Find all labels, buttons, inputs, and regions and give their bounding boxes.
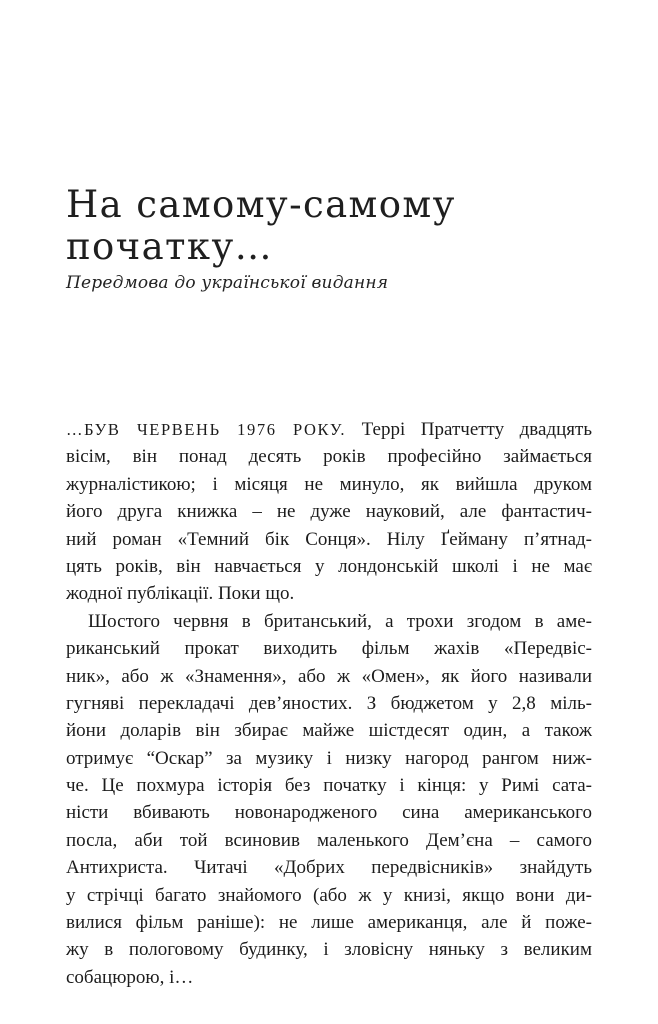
paragraph-line: посла, аби той всиновив маленького Дем’єна – самого xyxy=(66,829,592,851)
paragraph-line: жу в пологовому будинку, і зловісну няньку з великим xyxy=(66,939,592,961)
paragraph-line: отримує “Оскар” за музику і низку нагород рангом ниж- xyxy=(66,747,592,769)
paragraph-line: риканський прокат виходить фільм жахів «Передвіс- xyxy=(66,638,592,660)
paragraph-line: Шостого червня в британський, а трохи згодом в аме- xyxy=(88,610,592,632)
paragraph-line: у стрічці багато знайомого (або ж у книзі, якщо вони ди- xyxy=(66,884,592,906)
paragraph-line: його друга книжка – не дуже науковий, але фантастич- xyxy=(66,501,592,523)
paragraph-line: собацюрою, і… xyxy=(66,966,194,988)
body-text xyxy=(66,416,592,991)
paragraph-line: йони доларів він збирає майже шістдесят один, а також xyxy=(66,720,592,742)
paragraph-line: жодної публікації. Поки що. xyxy=(66,583,295,605)
paragraph-line: че. Це похмура історія без початку і кінця: у Римі сата- xyxy=(66,775,592,797)
paragraph-line: Антихриста. Читачі «Добрих передвісників» знайдуть xyxy=(66,857,592,879)
chapter-title xyxy=(66,184,606,268)
lead-in-text: …БУВ ЧЕРВЕНЬ 1976 РОКУ. xyxy=(66,420,347,439)
paragraph-line: гугняві перекладачі дев’яностих. З бюджетом у 2,8 міль- xyxy=(66,692,592,714)
paragraph-line: вилися фільм раніше): не лише американця, але й поже- xyxy=(66,912,592,934)
chapter-title-line-1: На самому-самому xyxy=(66,183,456,226)
paragraph-line: ністи вбивають новонародженого сина американського xyxy=(66,802,592,824)
chapter-title-line-2: початку… xyxy=(66,225,274,268)
paragraph-line: журналістикою; і місяця не минуло, як вийшла друком xyxy=(66,473,592,495)
paragraph-line: ний роман «Темний бік Сонця». Нілу Ґейману п’ятнад- xyxy=(66,528,592,550)
paragraph-line-text: Террі Пратчетту двадцять xyxy=(346,419,592,440)
chapter-subtitle: Передмова до української видання xyxy=(66,273,389,293)
paragraph-line: ник», або ж «Знамення», або ж «Омен», як його називали xyxy=(66,665,592,687)
paragraph-line xyxy=(66,416,592,443)
paragraph-line: цять років, він навчається у лондонській школі і не має xyxy=(66,555,592,577)
paragraph-line: вісім, він понад десять років професійно займається xyxy=(66,446,592,468)
